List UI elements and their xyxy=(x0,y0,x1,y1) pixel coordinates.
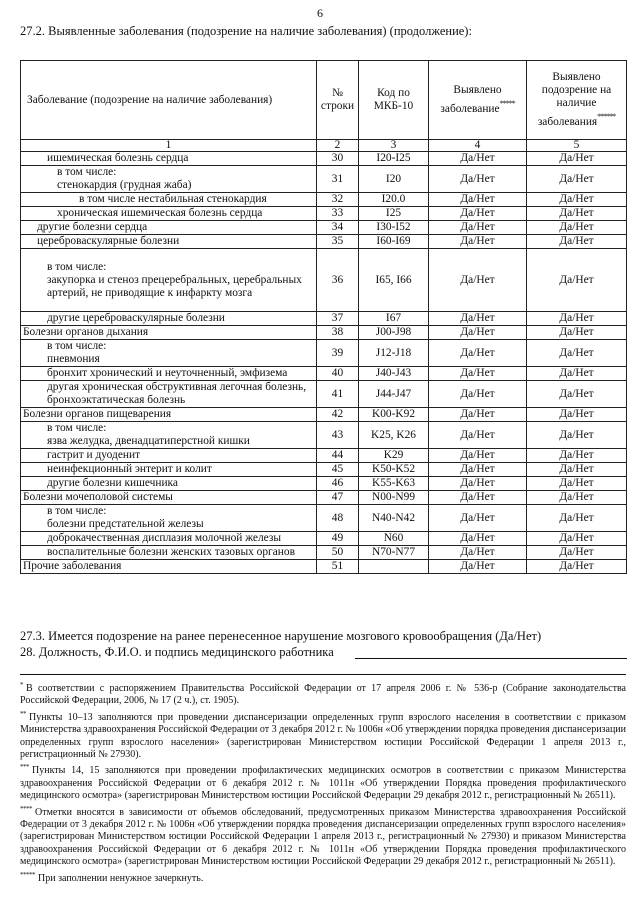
table-row xyxy=(21,449,627,463)
detected-cell[interactable]: Да/Нет xyxy=(429,235,527,249)
disease-name-cell: бронхит хронический и неуточненный, эмфизема xyxy=(21,367,317,381)
disease-name-cell: другая хроническая обструктивная легочная болезнь, бронхоэктатическая болезнь xyxy=(21,381,317,408)
detected-cell[interactable]: Да/Нет xyxy=(429,193,527,207)
detected-first-cell[interactable]: Да/Нет xyxy=(527,249,627,312)
disease-name-cell: воспалительные болезни женских тазовых органов xyxy=(21,546,317,560)
item-28-text: 28. Должность, Ф.И.О. и подпись медицинского работника xyxy=(20,645,334,659)
table-row xyxy=(21,166,627,193)
disease-name-cell: цереброваскулярные болезни xyxy=(21,235,317,249)
footnote-separator xyxy=(20,674,626,675)
footnote xyxy=(20,803,626,869)
detected-first-cell[interactable]: Да/Нет xyxy=(527,221,627,235)
icd-code-cell: K25, K26 xyxy=(359,422,429,449)
disease-name-cell: Прочие заболевания xyxy=(21,560,317,574)
detected-first-cell[interactable]: Да/Нет xyxy=(527,505,627,532)
disease-name-cell: хроническая ишемическая болезнь сердца xyxy=(21,207,317,221)
icd-code-cell: N60 xyxy=(359,532,429,546)
section-title: 27.2. Выявленные заболевания (подозрение на наличие заболевания) (продолжение): xyxy=(20,24,472,38)
detected-first-cell[interactable]: Да/Нет xyxy=(527,340,627,367)
detected-cell[interactable]: Да/Нет xyxy=(429,532,527,546)
row-number-cell: 40 xyxy=(317,367,359,381)
disease-name-cell: ишемическая болезнь сердца xyxy=(21,152,317,166)
icd-code-cell: I20.0 xyxy=(359,193,429,207)
table-row xyxy=(21,408,627,422)
row-number-cell: 43 xyxy=(317,422,359,449)
disease-name-cell: доброкачественная дисплазия молочной железы xyxy=(21,532,317,546)
detected-cell[interactable]: Да/Нет xyxy=(429,381,527,408)
table-row xyxy=(21,312,627,326)
icd-code-cell: N00-N99 xyxy=(359,491,429,505)
disease-name-cell: в том числе: стенокардия (грудная жаба) xyxy=(21,166,317,193)
table-row xyxy=(21,326,627,340)
row-number-cell: 36 xyxy=(317,249,359,312)
detected-cell[interactable]: Да/Нет xyxy=(429,491,527,505)
detected-cell[interactable]: Да/Нет xyxy=(429,546,527,560)
footnote-mark: *** xyxy=(20,763,29,772)
detected-cell[interactable]: Да/Нет xyxy=(429,249,527,312)
icd-code-cell: J40-J43 xyxy=(359,367,429,381)
table-row xyxy=(21,207,627,221)
detected-cell[interactable]: Да/Нет xyxy=(429,449,527,463)
disease-name-cell: в том числе нестабильная стенокардия xyxy=(21,193,317,207)
header-detected-first-label: Выявлено подозрение на наличие заболевания xyxy=(537,71,612,128)
detected-first-cell[interactable]: Да/Нет xyxy=(527,235,627,249)
table-row xyxy=(21,381,627,408)
row-number-cell: 35 xyxy=(317,235,359,249)
icd-code-cell: K50-K52 xyxy=(359,463,429,477)
disease-name-cell: гастрит и дуоденит xyxy=(21,449,317,463)
header-row-number: № строки xyxy=(317,61,359,140)
table-row xyxy=(21,422,627,449)
detected-first-cell[interactable]: Да/Нет xyxy=(527,532,627,546)
table-row xyxy=(21,235,627,249)
detected-cell[interactable]: Да/Нет xyxy=(429,312,527,326)
icd-code-cell: I20 xyxy=(359,166,429,193)
icd-code-cell: I65, I66 xyxy=(359,249,429,312)
detected-cell[interactable]: Да/Нет xyxy=(429,422,527,449)
row-number-cell: 45 xyxy=(317,463,359,477)
footnote-text: В соответствии с распоряжением Правительства Российской Федерации от 17 апреля 2006 г. № 536-р (Собрание законодательства Российской Федерации, 2006, № 17 (2 ч.), ст. 1905). xyxy=(20,683,626,707)
row-number-cell: 38 xyxy=(317,326,359,340)
table-row xyxy=(21,532,627,546)
icd-code-cell: K00-K92 xyxy=(359,408,429,422)
row-number-cell: 41 xyxy=(317,381,359,408)
footnote-mark: ***** xyxy=(20,870,35,879)
signature-line[interactable] xyxy=(355,658,627,659)
table-row xyxy=(21,546,627,560)
row-number-cell: 50 xyxy=(317,546,359,560)
detected-first-cell[interactable]: Да/Нет xyxy=(527,560,627,574)
disease-name-cell: Болезни органов пищеварения xyxy=(21,408,317,422)
row-number-cell: 51 xyxy=(317,560,359,574)
icd-code-cell: J00-J98 xyxy=(359,326,429,340)
table-row xyxy=(21,152,627,166)
detected-first-cell[interactable]: Да/Нет xyxy=(527,463,627,477)
detected-first-cell[interactable]: Да/Нет xyxy=(527,367,627,381)
disease-name-cell: Болезни органов дыхания xyxy=(21,326,317,340)
header-detected-footnote-mark: ***** xyxy=(499,99,515,108)
table-row xyxy=(21,560,627,574)
icd-code-cell: K55-K63 xyxy=(359,477,429,491)
detected-cell[interactable]: Да/Нет xyxy=(429,152,527,166)
detected-cell[interactable]: Да/Нет xyxy=(429,207,527,221)
detected-cell[interactable]: Да/Нет xyxy=(429,505,527,532)
detected-cell[interactable]: Да/Нет xyxy=(429,560,527,574)
table-row xyxy=(21,221,627,235)
detected-first-cell[interactable]: Да/Нет xyxy=(527,491,627,505)
column-number: 3 xyxy=(359,140,429,152)
footnotes xyxy=(20,679,626,885)
disease-name-cell: другие цереброваскулярные болезни xyxy=(21,312,317,326)
icd-code-cell xyxy=(359,560,429,574)
detected-first-cell[interactable]: Да/Нет xyxy=(527,326,627,340)
table-row xyxy=(21,340,627,367)
disease-name-cell: другие болезни сердца xyxy=(21,221,317,235)
row-number-cell: 31 xyxy=(317,166,359,193)
row-number-cell: 46 xyxy=(317,477,359,491)
detected-first-cell[interactable]: Да/Нет xyxy=(527,422,627,449)
footnote-text: Отметки вносятся в зависимости от объемов обследований, предусмотренных приказом Министерства здравоохранения Российской Федерации от 3 декабря 2012 г. № 1006н «Об утверждении порядка проведения диспансеризации определенных групп взрослого населения» (зарегистрирован Министерством юстиции Российской Федерации 1 апреля 2013 г., регистрационный № 27930) и приказом Министерства здравоохранения Российской Федерации от 6 декабря 2012 г. № 1011н «Об утверждении Порядка проведения профилактического медицинского осмотра» (зарегистрирован Министерством юстиции Российской Федерации 29 декабря 2012 г., регистрационный № 26511). xyxy=(20,806,626,868)
icd-code-cell: N70-N77 xyxy=(359,546,429,560)
row-number-cell: 37 xyxy=(317,312,359,326)
detected-cell[interactable]: Да/Нет xyxy=(429,477,527,491)
row-number-cell: 48 xyxy=(317,505,359,532)
footnote-text: Пункты 14, 15 заполняются при проведении профилактических медицинских осмотров в соответствии с приказом Министерства здравоохранения Российской Федерации от 6 декабря 2012 г. № 1011н «Об утверждении Порядка проведения профилактического медицинского осмотра» (зарегистрирован Министерством юстиции Российской Федерации 29 декабря 2012 г., регистрационный № 26511). xyxy=(20,765,626,802)
disease-name-cell: в том числе: болезни предстательной железы xyxy=(21,505,317,532)
item-27-3-text: 27.3. Имеется подозрение на ранее перенесенное нарушение мозгового кровообращения (Да/Нет) xyxy=(20,629,542,643)
row-number-cell: 39 xyxy=(317,340,359,367)
disease-name-cell: в том числе: закупорка и стеноз прецеребральных, церебральных артерий, не приводящие к инфаркту мозга xyxy=(21,249,317,312)
table-row xyxy=(21,367,627,381)
detected-first-cell[interactable]: Да/Нет xyxy=(527,477,627,491)
detected-cell[interactable]: Да/Нет xyxy=(429,166,527,193)
icd-code-cell: I30-I52 xyxy=(359,221,429,235)
header-disease: Заболевание (подозрение на наличие заболевания) xyxy=(21,61,317,140)
detected-first-cell[interactable]: Да/Нет xyxy=(527,408,627,422)
disease-name-cell: в том числе: язва желудка, двенадцатиперстной кишки xyxy=(21,422,317,449)
footnote-mark: ** xyxy=(20,709,26,718)
disease-name-cell: в том числе: пневмония xyxy=(21,340,317,367)
footnote xyxy=(20,708,626,762)
icd-code-cell: I60-I69 xyxy=(359,235,429,249)
column-number: 4 xyxy=(429,140,527,152)
row-number-cell: 34 xyxy=(317,221,359,235)
table-row xyxy=(21,477,627,491)
detected-cell[interactable]: Да/Нет xyxy=(429,326,527,340)
page-number: 6 xyxy=(317,6,323,20)
icd-code-cell: I25 xyxy=(359,207,429,221)
header-detected-first-footnote-mark: ****** xyxy=(597,112,616,121)
table-row xyxy=(21,491,627,505)
column-number: 2 xyxy=(317,140,359,152)
footnote-mark: * xyxy=(20,681,23,689)
footnote xyxy=(20,679,626,708)
table-row xyxy=(21,463,627,477)
row-number-cell: 30 xyxy=(317,152,359,166)
detected-first-cell[interactable]: Да/Нет xyxy=(527,312,627,326)
column-number: 1 xyxy=(21,140,317,152)
disease-name-cell: Болезни мочеполовой системы xyxy=(21,491,317,505)
column-number: 5 xyxy=(527,140,627,152)
icd-code-cell: I67 xyxy=(359,312,429,326)
footnote-text: Пункты 10–13 заполняются при проведении диспансеризации определенных групп взрослого населения в соответствии с приказом Министерства здравоохранения Российской Федерации от 3 декабря 2012 г. № 1006н «Об утверждении порядка проведения диспансеризации определенных групп взрослого населения» (зарегистрирован Министерством юстиции Российской Федерации 1 апреля 2013 г., регистрационный № 27930). xyxy=(20,711,626,761)
detected-cell[interactable]: Да/Нет xyxy=(429,463,527,477)
detected-first-cell[interactable]: Да/Нет xyxy=(527,546,627,560)
table-row xyxy=(21,505,627,532)
detected-first-cell[interactable]: Да/Нет xyxy=(527,152,627,166)
row-number-cell: 47 xyxy=(317,491,359,505)
detected-first-cell[interactable]: Да/Нет xyxy=(527,207,627,221)
footnote xyxy=(20,761,626,802)
footnote xyxy=(20,869,626,885)
detected-first-cell[interactable]: Да/Нет xyxy=(527,449,627,463)
icd-code-cell: K29 xyxy=(359,449,429,463)
row-number-cell: 44 xyxy=(317,449,359,463)
row-number-cell: 33 xyxy=(317,207,359,221)
icd-code-cell: I20-I25 xyxy=(359,152,429,166)
header-detected-first xyxy=(527,61,627,140)
header-icd-code: Код по МКБ-10 xyxy=(359,61,429,140)
header-detected-label: Выявлено заболевание xyxy=(440,84,502,115)
detected-cell[interactable]: Да/Нет xyxy=(429,367,527,381)
icd-code-cell: N40-N42 xyxy=(359,505,429,532)
icd-code-cell: J44-J47 xyxy=(359,381,429,408)
row-number-cell: 42 xyxy=(317,408,359,422)
header-detected xyxy=(429,61,527,140)
footnote-text: При заполнении ненужное зачеркнуть. xyxy=(38,872,204,884)
detected-cell[interactable]: Да/Нет xyxy=(429,340,527,367)
detected-first-cell[interactable]: Да/Нет xyxy=(527,166,627,193)
icd-code-cell: J12-J18 xyxy=(359,340,429,367)
table-row xyxy=(21,249,627,312)
detected-first-cell[interactable]: Да/Нет xyxy=(527,193,627,207)
table-header-row xyxy=(21,61,627,140)
detected-cell[interactable]: Да/Нет xyxy=(429,221,527,235)
footnote-mark: **** xyxy=(20,804,32,813)
row-number-cell: 32 xyxy=(317,193,359,207)
detected-cell[interactable]: Да/Нет xyxy=(429,408,527,422)
row-number-cell: 49 xyxy=(317,532,359,546)
disease-name-cell: неинфекционный энтерит и колит xyxy=(21,463,317,477)
detected-first-cell[interactable]: Да/Нет xyxy=(527,381,627,408)
column-numbers-row xyxy=(21,140,627,152)
table-row xyxy=(21,193,627,207)
diseases-table xyxy=(20,60,627,574)
disease-name-cell: другие болезни кишечника xyxy=(21,477,317,491)
